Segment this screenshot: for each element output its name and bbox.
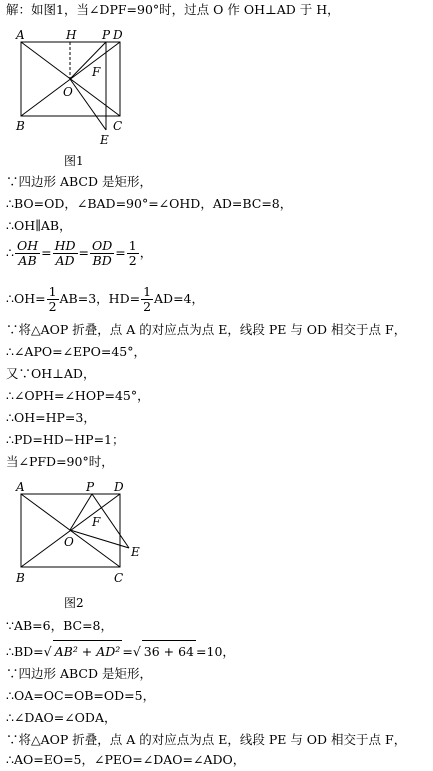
line-fold-1: ∵将△AOP 折叠，点 A 的对应点为点 E，线段 PE 与 OD 相交于点 F， bbox=[6, 322, 407, 337]
figure-2-caption: 图2 bbox=[64, 596, 84, 610]
fig2-label-A: A bbox=[16, 480, 25, 494]
fig1-label-E: E bbox=[100, 133, 109, 147]
fig1-label-D: D bbox=[113, 28, 123, 42]
line-rectangle-2: ∵四边形 ABCD 是矩形， bbox=[6, 666, 152, 681]
line-ao-eo: ∴AO=EO=5，∠PEO=∠DAO=∠ADO， bbox=[6, 752, 246, 767]
line-oh-hd-values: ∴OH= $\frac{1}{2}$ AB=3，HD= $\frac{1}{2}$ AD=4， bbox=[6, 284, 205, 314]
line-oa-oc: ∴OA=OC=OB=OD=5， bbox=[6, 688, 156, 703]
line-fold-2: ∵将△AOP 折叠，点 A 的对应点为点 E，线段 PE 与 OD 相交于点 F， bbox=[6, 732, 407, 747]
fraction-one-half: $\frac{1}{2}$ bbox=[128, 238, 137, 268]
line-pd: ∴PD=HD−HP=1； bbox=[6, 432, 125, 447]
figure-1-caption: 图1 bbox=[64, 154, 84, 168]
sqrt-ab-ad: AB² + AD² bbox=[53, 640, 123, 663]
line-oh-hp: ∴OH=HP=3， bbox=[6, 410, 96, 425]
fig1-label-C: C bbox=[113, 119, 123, 133]
line-rectangle-1: ∵四边形 ABCD 是矩形， bbox=[6, 174, 152, 189]
line-oph-hop: ∴∠OPH=∠HOP=45°， bbox=[6, 388, 150, 403]
fig1-label-P: P bbox=[102, 28, 111, 42]
figure-1 bbox=[10, 26, 135, 150]
fig2-label-F: F bbox=[92, 515, 101, 529]
line-ab-bc: ∵AB=6，BC=8， bbox=[6, 618, 114, 633]
line-oh-perp: 又∵OH⊥AD， bbox=[6, 366, 96, 381]
fig1-label-A: A bbox=[16, 28, 25, 42]
fig2-label-E: E bbox=[131, 545, 140, 559]
line-apo-epo: ∴∠APO=∠EPO=45°， bbox=[6, 344, 146, 359]
fraction-hd-ad: $\frac{HD}{AD}$ bbox=[54, 238, 76, 268]
line-solution-intro: 解：如图1，当∠DPF=90°时，过点 O 作 OH⊥AD 于 H， bbox=[6, 2, 340, 17]
line-ratio: ∴ $\frac{OH}{AB}$ = $\frac{HD}{AD}$ = $\frac{OD}{BD}$ = $\frac{1}{2}$ ， bbox=[6, 238, 153, 268]
fraction-half-1: $\frac{1}{2}$ bbox=[48, 284, 57, 314]
line-case-2: 当∠PFD=90°时， bbox=[6, 454, 114, 469]
fig1-label-H: H bbox=[66, 28, 77, 42]
fig1-label-F: F bbox=[92, 65, 101, 79]
fig2-label-D: D bbox=[114, 480, 124, 494]
fig1-label-B: B bbox=[16, 119, 25, 133]
fig2-label-P: P bbox=[86, 480, 95, 494]
fraction-od-bd: $\frac{OD}{BD}$ bbox=[92, 238, 113, 268]
fig2-label-C: C bbox=[114, 571, 124, 585]
fraction-oh-ab: $\frac{OH}{AB}$ bbox=[16, 238, 39, 268]
fraction-half-2: $\frac{1}{2}$ bbox=[143, 284, 152, 314]
line-oh-parallel: ∴OH∥AB， bbox=[6, 218, 72, 233]
line-bo-od: ∴BO=OD，∠BAD=90°=∠OHD，AD=BC=8， bbox=[6, 196, 293, 211]
fig2-label-O: O bbox=[64, 535, 74, 549]
line-dao-oda: ∴∠DAO=∠ODA， bbox=[6, 710, 117, 725]
fig2-label-B: B bbox=[16, 571, 25, 585]
line-bd: ∴BD=√ AB² + AD² =√ 36 + 64 =10， bbox=[6, 640, 235, 663]
figure-2 bbox=[10, 478, 150, 588]
fig1-label-O: O bbox=[63, 85, 73, 99]
sqrt-36-64: 36 + 64 bbox=[142, 640, 196, 663]
